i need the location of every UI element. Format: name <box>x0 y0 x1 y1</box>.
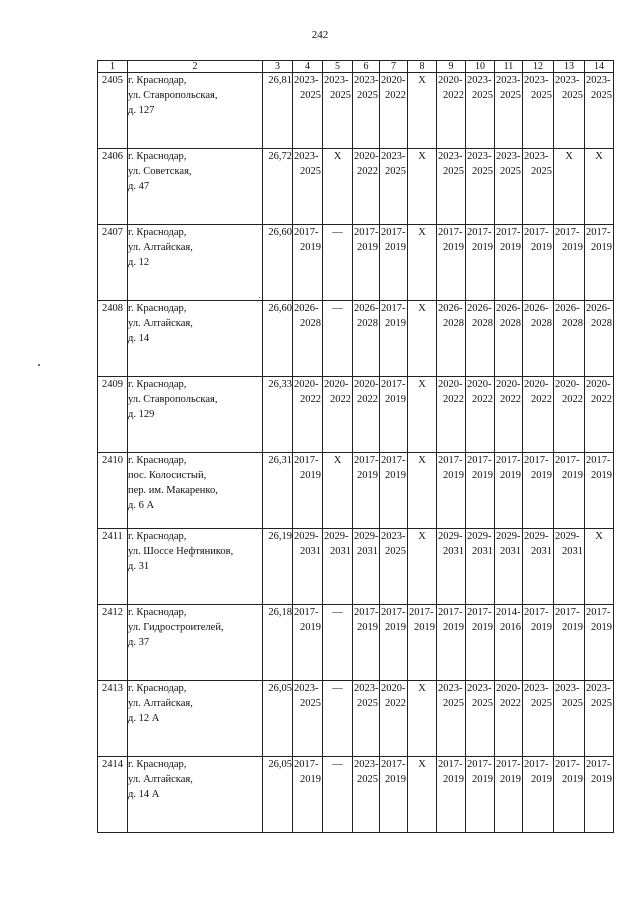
row-number-cell: 2411 <box>98 529 128 605</box>
row-number-cell: 2413 <box>98 681 128 757</box>
repair-period-cell: 2029- 2031 <box>495 529 523 605</box>
repair-period-cell: X <box>408 301 437 377</box>
repair-period-cell: 2026- 2028 <box>466 301 495 377</box>
address-line: д. 129 <box>128 409 155 420</box>
repair-period-cell: 2017- 2019 <box>495 757 523 833</box>
address-line: ул. Гидростроителей, <box>128 622 224 633</box>
area-cell: 26,60 <box>263 225 293 301</box>
column-number-header: 7 <box>380 61 408 73</box>
address-cell <box>128 149 263 225</box>
address-line: ул. Алтайская, <box>128 774 193 785</box>
repair-period-cell: 2017- 2019 <box>523 225 554 301</box>
repair-period-cell: 2020- 2022 <box>353 149 380 225</box>
repair-period-cell: 2026- 2028 <box>495 301 523 377</box>
repair-period-cell: 2023- 2025 <box>293 73 323 149</box>
column-number-header: 1 <box>98 61 128 73</box>
address-line: г. Краснодар, <box>128 683 187 694</box>
repair-period-cell: X <box>408 529 437 605</box>
repair-period-cell: 2020- 2022 <box>523 377 554 453</box>
address-line: г. Краснодар, <box>128 607 187 618</box>
repair-period-cell: 2017- 2019 <box>380 605 408 681</box>
area-cell: 26,81 <box>263 73 293 149</box>
area-cell: 26,19 <box>263 529 293 605</box>
repair-period-cell: X <box>408 681 437 757</box>
address-line: пос. Колосистый, <box>128 470 207 481</box>
repair-period-cell: 2017- 2019 <box>554 453 585 529</box>
address-cell <box>128 73 263 149</box>
repair-period-cell: 2017- 2019 <box>408 605 437 681</box>
address-line: ул. Алтайская, <box>128 242 193 253</box>
address-line: г. Краснодар, <box>128 227 187 238</box>
area-cell: 26,05 <box>263 757 293 833</box>
housing-register-table <box>97 60 614 833</box>
repair-period-cell: 2017- 2019 <box>523 605 554 681</box>
address-cell <box>128 225 263 301</box>
column-number-header: 11 <box>495 61 523 73</box>
repair-period-cell: 2017- 2019 <box>293 605 323 681</box>
table-row <box>98 529 614 605</box>
address-line: г. Краснодар, <box>128 455 187 466</box>
scan-speck <box>38 364 40 366</box>
repair-period-cell: X <box>408 73 437 149</box>
address-line: ул. Алтайская, <box>128 698 193 709</box>
address-cell <box>128 301 263 377</box>
repair-period-cell: 2026- 2028 <box>293 301 323 377</box>
column-number-header: 3 <box>263 61 293 73</box>
address-line: д. 14 <box>128 333 150 344</box>
repair-period-cell: X <box>408 757 437 833</box>
repair-period-cell: X <box>323 149 353 225</box>
repair-period-cell: 2017- 2019 <box>437 453 466 529</box>
address-line: г. Краснодар, <box>128 151 187 162</box>
row-number-cell: 2414 <box>98 757 128 833</box>
repair-period-cell: 2020- 2022 <box>437 377 466 453</box>
repair-period-cell: X <box>585 149 614 225</box>
repair-period-cell: 2017- 2019 <box>466 757 495 833</box>
column-number-header: 12 <box>523 61 554 73</box>
address-line: ул. Ставропольская, <box>128 90 218 101</box>
area-cell: 26,72 <box>263 149 293 225</box>
repair-period-cell: 2020- 2022 <box>585 377 614 453</box>
table-row <box>98 681 614 757</box>
repair-period-cell: 2020- 2022 <box>554 377 585 453</box>
repair-period-cell: 2023- 2025 <box>523 73 554 149</box>
address-line: пер. им. Макаренко, <box>128 485 218 496</box>
repair-period-cell: X <box>554 149 585 225</box>
repair-period-cell: 2023- 2025 <box>585 681 614 757</box>
repair-period-cell: 2017- 2019 <box>380 225 408 301</box>
row-number-cell: 2406 <box>98 149 128 225</box>
repair-period-cell: 2026- 2028 <box>437 301 466 377</box>
repair-period-cell: 2020- 2022 <box>380 681 408 757</box>
address-line: г. Краснодар, <box>128 75 187 86</box>
address-cell <box>128 453 263 529</box>
row-number-cell: 2405 <box>98 73 128 149</box>
repair-period-cell: 2017- 2019 <box>437 605 466 681</box>
repair-period-cell: 2017- 2019 <box>495 453 523 529</box>
row-number-cell: 2412 <box>98 605 128 681</box>
repair-period-cell: 2029- 2031 <box>293 529 323 605</box>
repair-period-cell: 2020- 2022 <box>380 73 408 149</box>
table-row <box>98 301 614 377</box>
repair-period-cell: 2017- 2019 <box>585 225 614 301</box>
repair-period-cell: 2017- 2019 <box>380 453 408 529</box>
table-row <box>98 225 614 301</box>
repair-period-cell: 2023- 2025 <box>554 681 585 757</box>
repair-period-cell: 2017- 2019 <box>437 225 466 301</box>
column-number-header: 6 <box>353 61 380 73</box>
repair-period-cell: 2029- 2031 <box>437 529 466 605</box>
column-number-header: 2 <box>128 61 263 73</box>
area-cell: 26,18 <box>263 605 293 681</box>
repair-period-cell: 2026- 2028 <box>585 301 614 377</box>
repair-period-cell: — <box>323 301 353 377</box>
repair-period-cell: 2017- 2019 <box>554 225 585 301</box>
repair-period-cell: 2020- 2022 <box>437 73 466 149</box>
table-row <box>98 605 614 681</box>
repair-period-cell: 2026- 2028 <box>554 301 585 377</box>
address-cell <box>128 757 263 833</box>
repair-period-cell: 2020- 2022 <box>293 377 323 453</box>
table-row <box>98 757 614 833</box>
address-line: г. Краснодар, <box>128 379 187 390</box>
repair-period-cell: 2020- 2022 <box>495 377 523 453</box>
repair-period-cell: 2017- 2019 <box>380 301 408 377</box>
repair-period-cell: X <box>323 453 353 529</box>
address-line: д. 12 А <box>128 713 160 724</box>
area-cell: 26,60 <box>263 301 293 377</box>
repair-period-cell: X <box>408 225 437 301</box>
row-number-cell: 2409 <box>98 377 128 453</box>
table-row <box>98 453 614 529</box>
repair-period-cell: 2023- 2025 <box>466 149 495 225</box>
repair-period-cell: 2026- 2028 <box>353 301 380 377</box>
address-cell <box>128 605 263 681</box>
repair-period-cell: — <box>323 681 353 757</box>
address-line: д. 37 <box>128 637 150 648</box>
address-line: д. 31 <box>128 561 150 572</box>
address-line: д. 127 <box>128 105 155 116</box>
repair-period-cell: 2023- 2025 <box>437 681 466 757</box>
repair-period-cell: — <box>323 757 353 833</box>
repair-period-cell: 2023- 2025 <box>437 149 466 225</box>
repair-period-cell: — <box>323 225 353 301</box>
repair-period-cell: 2023- 2025 <box>353 757 380 833</box>
repair-period-cell: 2017- 2019 <box>585 757 614 833</box>
address-cell <box>128 681 263 757</box>
repair-period-cell: 2023- 2025 <box>293 149 323 225</box>
column-number-header: 9 <box>437 61 466 73</box>
address-line: д. 47 <box>128 181 150 192</box>
address-cell <box>128 377 263 453</box>
repair-period-cell: 2023- 2025 <box>353 681 380 757</box>
repair-period-cell: 2017- 2019 <box>353 605 380 681</box>
address-line: ул. Алтайская, <box>128 318 193 329</box>
repair-period-cell: 2017- 2019 <box>523 757 554 833</box>
repair-period-cell: 2023- 2025 <box>323 73 353 149</box>
repair-period-cell: 2023- 2025 <box>466 681 495 757</box>
repair-period-cell: 2020- 2022 <box>495 681 523 757</box>
repair-period-cell: 2029- 2031 <box>523 529 554 605</box>
repair-period-cell: 2029- 2031 <box>323 529 353 605</box>
repair-period-cell: X <box>408 149 437 225</box>
repair-period-cell: 2023- 2025 <box>380 149 408 225</box>
address-line: г. Краснодар, <box>128 303 187 314</box>
repair-period-cell: 2017- 2019 <box>585 605 614 681</box>
scan-speck <box>259 297 260 298</box>
repair-period-cell: 2017- 2019 <box>466 605 495 681</box>
address-line: ул. Шоссе Нефтяников, <box>128 546 234 557</box>
repair-period-cell: 2023- 2025 <box>554 73 585 149</box>
repair-period-cell: 2017- 2019 <box>437 757 466 833</box>
repair-period-cell: 2017- 2019 <box>495 225 523 301</box>
repair-period-cell: X <box>585 529 614 605</box>
repair-period-cell: 2017- 2019 <box>380 377 408 453</box>
repair-period-cell: 2017- 2019 <box>466 453 495 529</box>
repair-period-cell: 2020- 2022 <box>323 377 353 453</box>
row-number-cell: 2408 <box>98 301 128 377</box>
column-number-header: 4 <box>293 61 323 73</box>
column-number-row <box>98 61 614 73</box>
repair-period-cell: 2017- 2019 <box>380 757 408 833</box>
repair-period-cell: X <box>408 453 437 529</box>
column-number-header: 8 <box>408 61 437 73</box>
repair-period-cell: 2017- 2019 <box>293 225 323 301</box>
repair-period-cell: 2029- 2031 <box>466 529 495 605</box>
address-line: д. 12 <box>128 257 150 268</box>
repair-period-cell: 2017- 2019 <box>523 453 554 529</box>
area-cell: 26,31 <box>263 453 293 529</box>
repair-period-cell: 2017- 2019 <box>293 453 323 529</box>
address-line: г. Краснодар, <box>128 531 187 542</box>
table-row <box>98 149 614 225</box>
table-row <box>98 73 614 149</box>
repair-period-cell: 2029- 2031 <box>353 529 380 605</box>
repair-period-cell: 2023- 2025 <box>523 149 554 225</box>
address-line: г. Краснодар, <box>128 759 187 770</box>
column-number-header: 5 <box>323 61 353 73</box>
repair-period-cell: 2023- 2025 <box>495 73 523 149</box>
repair-period-cell: 2023- 2025 <box>585 73 614 149</box>
repair-period-cell: 2023- 2025 <box>523 681 554 757</box>
repair-period-cell: 2023- 2025 <box>495 149 523 225</box>
row-number-cell: 2407 <box>98 225 128 301</box>
repair-period-cell: 2017- 2019 <box>585 453 614 529</box>
table-row <box>98 377 614 453</box>
column-number-header: 10 <box>466 61 495 73</box>
row-number-cell: 2410 <box>98 453 128 529</box>
address-line: ул. Ставропольская, <box>128 394 218 405</box>
repair-period-cell: 2017- 2019 <box>554 757 585 833</box>
repair-period-cell: 2017- 2019 <box>466 225 495 301</box>
address-cell <box>128 529 263 605</box>
repair-period-cell: 2017- 2019 <box>554 605 585 681</box>
repair-period-cell: 2014- 2016 <box>495 605 523 681</box>
repair-period-cell: 2026- 2028 <box>523 301 554 377</box>
repair-period-cell: 2020- 2022 <box>353 377 380 453</box>
address-line: д. 6 А <box>128 500 155 511</box>
repair-period-cell: 2029- 2031 <box>554 529 585 605</box>
repair-period-cell: 2023- 2025 <box>380 529 408 605</box>
repair-period-cell: 2020- 2022 <box>466 377 495 453</box>
repair-period-cell: 2017- 2019 <box>293 757 323 833</box>
column-number-header: 14 <box>585 61 614 73</box>
page-number: 242 <box>311 29 329 41</box>
repair-period-cell: — <box>323 605 353 681</box>
repair-period-cell: 2017- 2019 <box>353 225 380 301</box>
area-cell: 26,33 <box>263 377 293 453</box>
repair-period-cell: 2017- 2019 <box>353 453 380 529</box>
column-number-header: 13 <box>554 61 585 73</box>
address-line: д. 14 А <box>128 789 160 800</box>
repair-period-cell: 2023- 2025 <box>353 73 380 149</box>
repair-period-cell: X <box>408 377 437 453</box>
repair-period-cell: 2023- 2025 <box>293 681 323 757</box>
area-cell: 26,05 <box>263 681 293 757</box>
repair-period-cell: 2023- 2025 <box>466 73 495 149</box>
address-line: ул. Советская, <box>128 166 192 177</box>
table-body <box>98 73 614 833</box>
